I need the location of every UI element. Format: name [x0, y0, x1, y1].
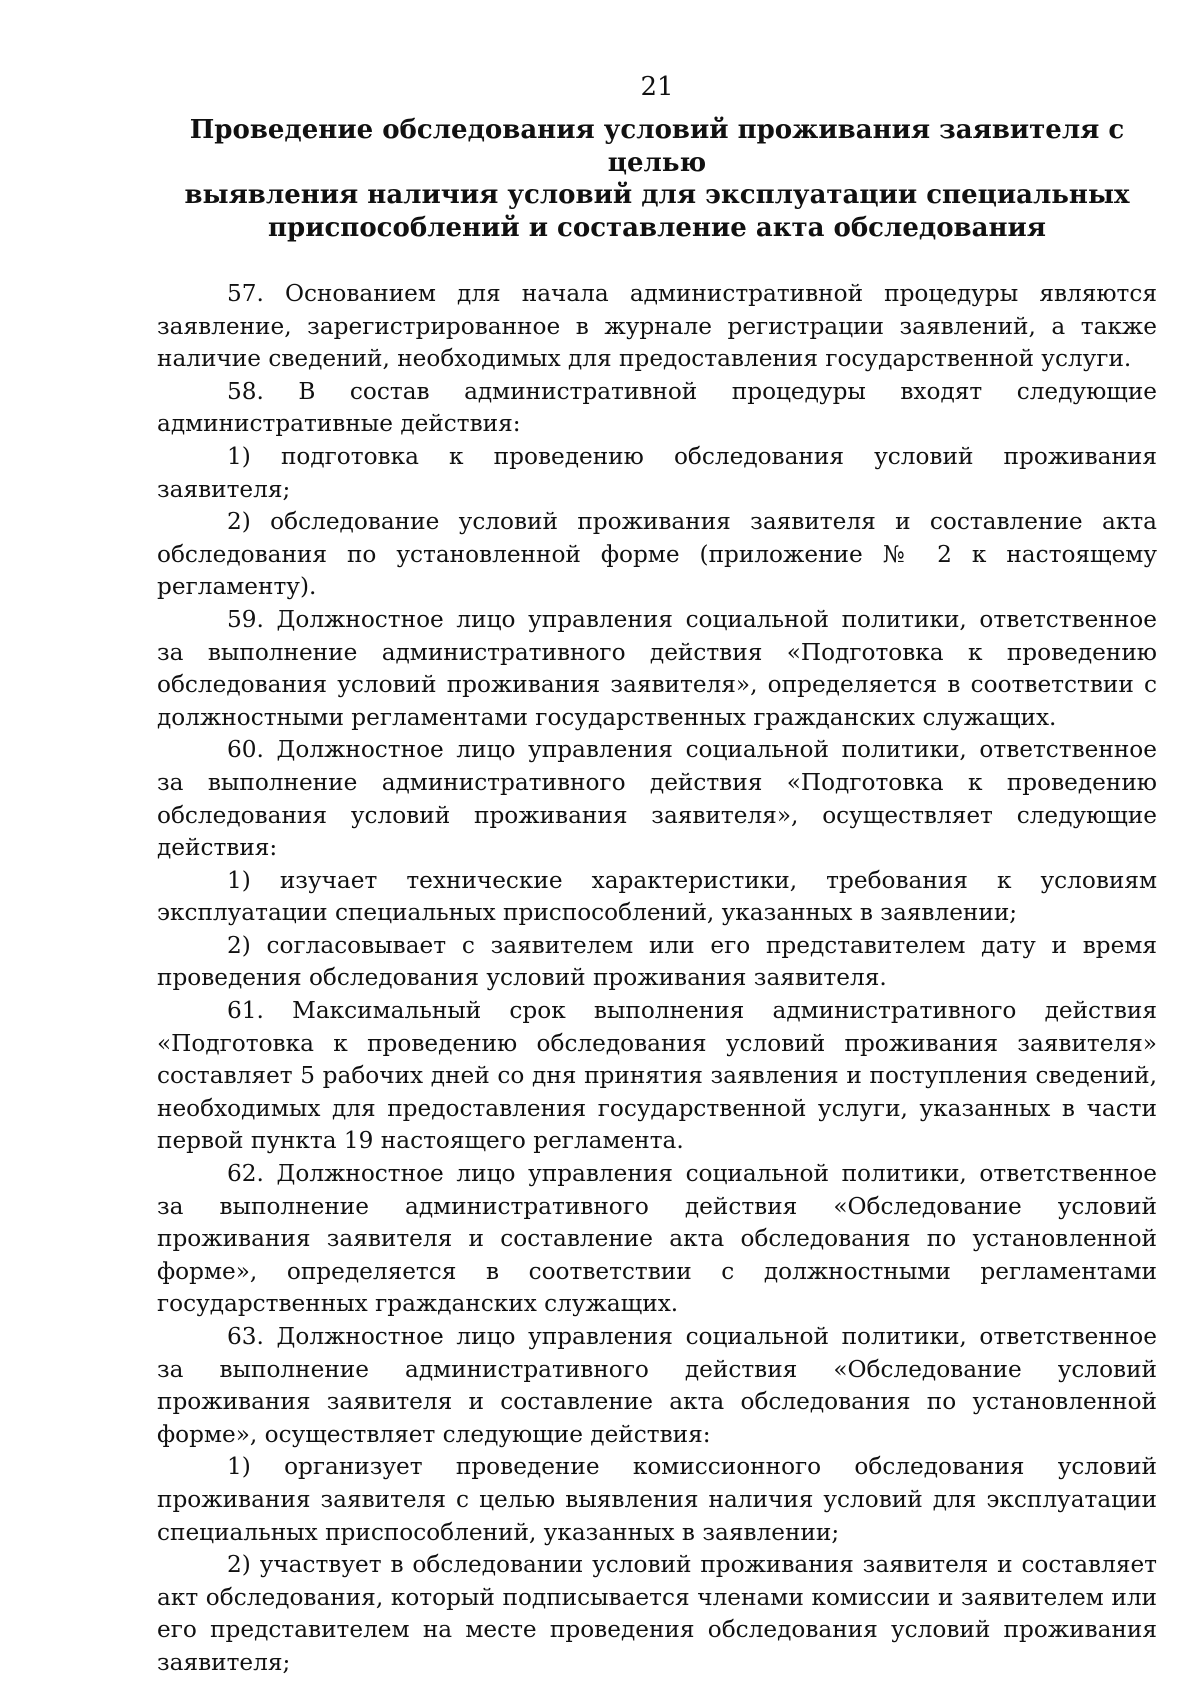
section-title-line: Проведение обследования условий проживания заявителя с целью	[189, 115, 1125, 178]
paragraph-58-item-1: 1) подготовка к проведению обследования условий проживания заявителя;	[157, 442, 1157, 503]
section-title	[157, 114, 1157, 244]
paragraph-60: 60. Должностное лицо управления социальной политики, ответственное за выполнение административного действия «Подготовка к проведению обследования условий проживания заявителя», осуществляет следующие действия:	[157, 736, 1157, 862]
paragraph-60-item-1: 1) изучает технические характеристики, требования к условиям эксплуатации специальных приспособлений, указанных в заявлении;	[157, 866, 1157, 927]
section-title-line: выявления наличия условий для эксплуатации специальных	[184, 180, 1130, 210]
paragraph-61: 61. Максимальный срок выполнения административного действия «Подготовка к проведению обследования условий проживания заявителя» составляет 5 рабочих дней со дня принятия заявления и поступления сведений, необходимых для предоставления государственной услуги, указанных в части первой пункта 19 настоящего регламента.	[157, 997, 1157, 1155]
page-number: 21	[640, 72, 674, 102]
paragraph-58: 58. В состав административной процедуры входят следующие административные действия:	[157, 377, 1157, 438]
paragraph-63: 63. Должностное лицо управления социальной политики, ответственное за выполнение административного действия «Обследование условий проживания заявителя и составление акта обследования по установленной форме», осуществляет следующие действия:	[157, 1323, 1157, 1448]
paragraph-62: 62. Должностное лицо управления социальной политики, ответственное за выполнение административного действия «Обследование условий проживания заявителя и составление акта обследования по установленной форме», определяется в соответствии с должностными регламентами государственных гражданских служащих.	[157, 1160, 1157, 1318]
section-title-line: приспособлений и составление акта обследования	[267, 212, 1046, 243]
paragraph-63-item-2: 2) участвует в обследовании условий проживания заявителя и составляет акт обследования, который подписывается членами комиссии и заявителем или его представителем на месте проведения обследования условий проживания заявителя;	[157, 1551, 1157, 1676]
paragraph-57: 57. Основанием для начала административной процедуры являются заявление, зарегистрированное в журнале регистрации заявлений, а также наличие сведений, необходимых для предоставления государственной услуги.	[157, 280, 1157, 373]
paragraph-59: 59. Должностное лицо управления социальной политики, ответственное за выполнение административного действия «Подготовка к проведению обследования условий проживания заявителя», определяется в соответствии с должностными регламентами государственных гражданских служащих.	[157, 605, 1157, 731]
document-page	[157, 70, 1157, 1680]
document-body	[157, 278, 1157, 1680]
paragraph-60-item-2: 2) согласовывает с заявителем или его представителем дату и время проведения обследования условий проживания заявителя.	[157, 931, 1157, 992]
paragraph-58-item-2: 2) обследование условий проживания заявителя и составление акта обследования по установленной форме (приложение № 2 к настоящему регламенту).	[157, 508, 1157, 601]
paragraph-63-item-1: 1) организует проведение комиссионного обследования условий проживания заявителя с целью выявления наличия условий для эксплуатации специальных приспособлений, указанных в заявлении;	[157, 1453, 1157, 1546]
